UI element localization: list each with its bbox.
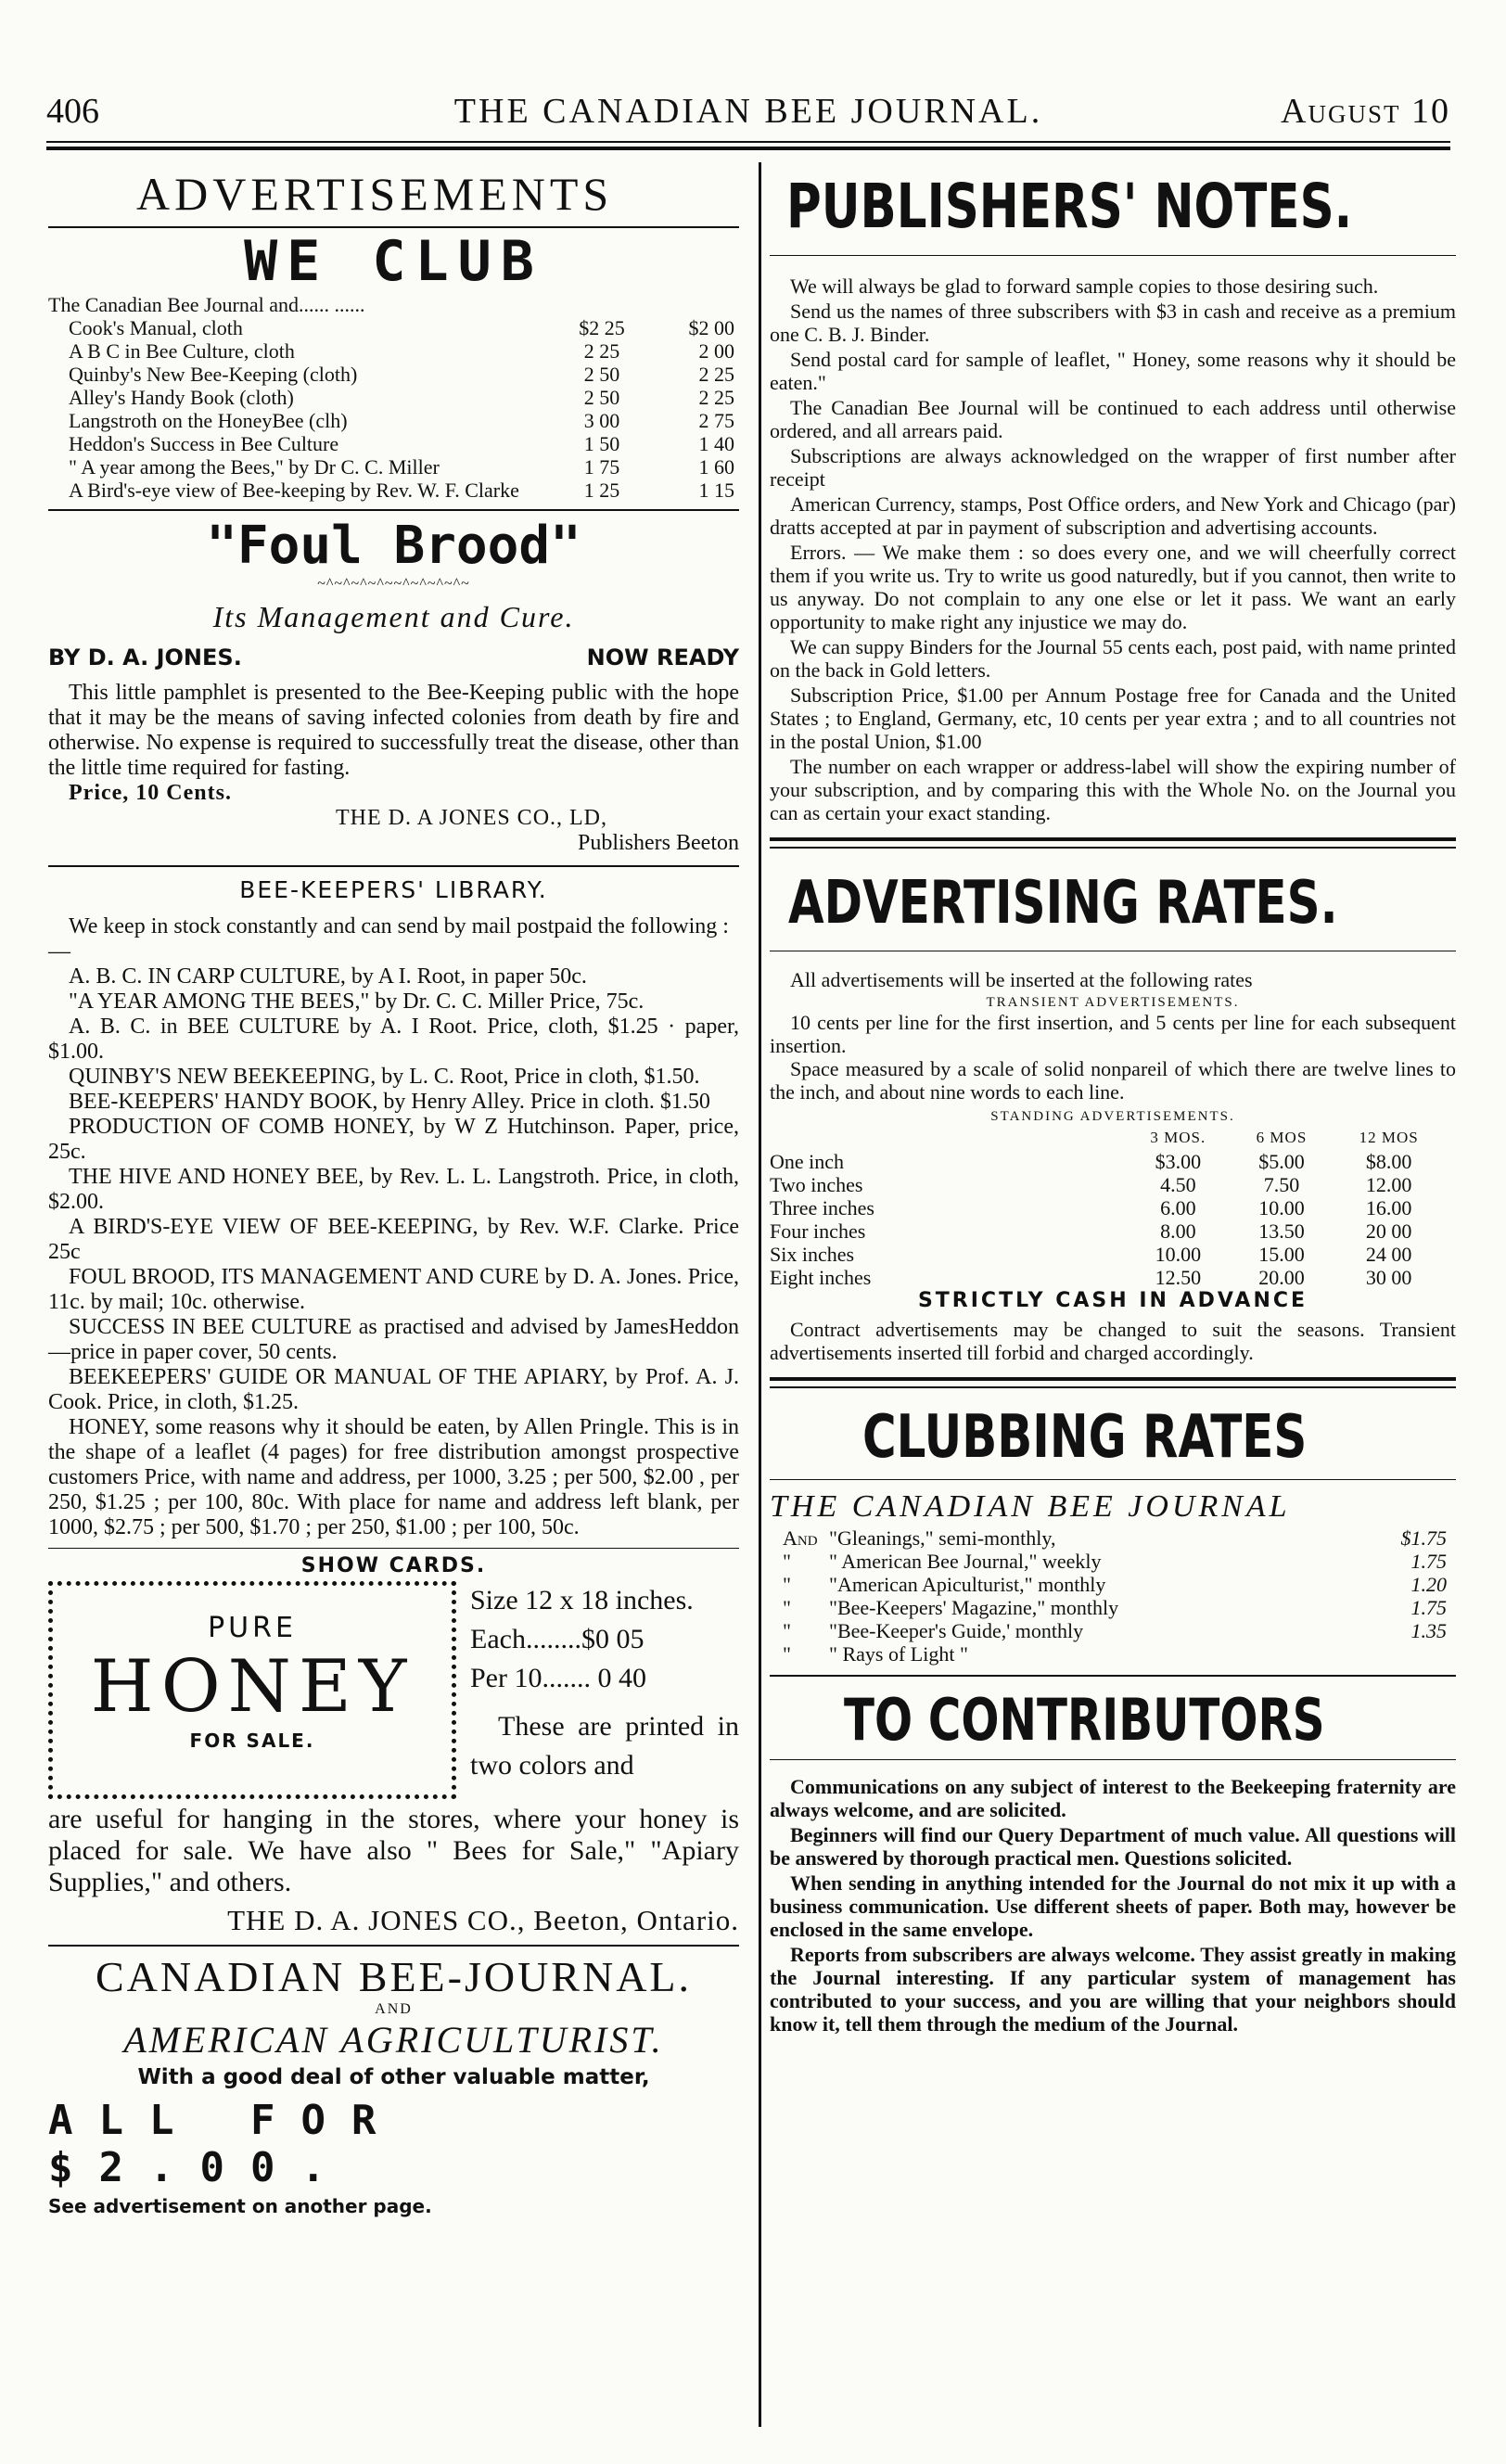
rates-col-header: 6 MOS [1256, 1129, 1308, 1146]
cbj-with: With a good deal of other valuable matter, [137, 2065, 650, 2089]
library-item: THE HIVE AND HONEY BEE, by Rev. L. L. Langstroth. Price, in cloth, $2.00. [48, 1165, 739, 1214]
card-printed: These are printed in two colors and [470, 1711, 739, 1781]
foul-brood-byline [48, 645, 739, 673]
rates-row [770, 1266, 1447, 1289]
club-item: Langstroth on the HoneyBee (clh) [69, 409, 348, 432]
publishers-notes-list [770, 274, 1456, 824]
rates-price: 10.00 [1155, 1243, 1202, 1266]
page-header [46, 91, 1450, 147]
foul-brood-price: Price, 10 Cents. [69, 781, 232, 805]
rates-price: 6.00 [1160, 1196, 1196, 1219]
clubbing-price: 1.75 [1410, 1596, 1447, 1619]
club-price-club: 1 60 [698, 455, 734, 479]
club-price-single: 1 50 [583, 432, 620, 455]
club-row [48, 316, 734, 339]
clubbing-publication: " American Bee Journal," weekly [829, 1550, 1102, 1573]
rates-price: 13.50 [1258, 1219, 1305, 1243]
rates-row [770, 1243, 1447, 1266]
club-price-club: $2 00 [688, 316, 734, 339]
club-price-single: $2 25 [579, 316, 625, 339]
clubbing-prefix: And [783, 1526, 818, 1550]
publisher-note: The number on each wrapper or address-label will show the expiring number of your subscription, and by comparing this with the Whole No. on the Journal you can as certain your exact standing. [770, 755, 1456, 824]
clubbing-row [770, 1619, 1447, 1642]
club-row [48, 479, 734, 502]
rates-price: 8.00 [1160, 1219, 1196, 1243]
clubbing-price: $1.75 [1400, 1526, 1447, 1550]
header-rule-thick [46, 147, 1450, 150]
club-item: Cook's Manual, cloth [69, 316, 243, 339]
publisher-note: Errors. — We make them : so does every one, and we will cheerfully correct them if you write us. Try to write us good naturedly, but if you cannot, then write to us anyway. Do not complain to any one else or let it pass. We want an early opportunity to make right any injustice we may do. [770, 541, 1456, 633]
show-cards-heading: SHOW CARDS. [300, 1554, 487, 1577]
rates-price: 16.00 [1365, 1196, 1412, 1219]
clubbing-subtitle: THE CANADIAN BEE JOURNAL [770, 1489, 1291, 1524]
contributors-list [770, 1775, 1456, 2036]
contributor-note: Communications on any subject of interest to the Beekeeping fraternity are always welcome, and are solicited. [770, 1775, 1456, 1821]
rates-price: 20.00 [1258, 1266, 1305, 1289]
divider [48, 1548, 739, 1549]
publisher-note: We will always be glad to forward sample copies to those desiring such. [790, 274, 1379, 298]
club-price-single: 2 50 [583, 386, 620, 409]
club-row [48, 363, 734, 386]
rates-size: Three inches [770, 1196, 874, 1219]
card-each: Each........$0 05 [470, 1624, 645, 1654]
club-row [48, 386, 734, 409]
rates-price: 15.00 [1258, 1243, 1305, 1266]
clubbing-publication: "Bee-Keeper's Guide,' monthly [829, 1619, 1084, 1642]
show-cards-block [48, 1581, 739, 1804]
divider [770, 1479, 1456, 1480]
rates-row [770, 1196, 1447, 1219]
contributor-note: When sending in anything intended for the Journal do not mix it up with a business communication. Use different sheets of paper. Both may, however be enclosed in the same envelope. [770, 1871, 1456, 1941]
rates-size: Eight inches [770, 1266, 872, 1289]
library-list [48, 964, 739, 1540]
divider [770, 1675, 1456, 1677]
library-item: HONEY, some reasons why it should be eaten, by Allen Pringle. This is in the shape of a leaflet (4 pages) for free distribution amongst prospective customers Price, with name and address, per 1000, 3.25 ; per 500, $2.00 , per 250, $1.25 ; per 100, 80c. With place for name and address left blank, per 1000, $2.75 ; per 500, $1.70 ; per 250, $1.00 ; per 100, 50c. [48, 1415, 739, 1539]
club-row [48, 455, 734, 479]
publisher-note: American Currency, stamps, Post Office orders, and New York and Chicago (par) dratts accepted at par in payment of subscription and advertising accounts. [770, 492, 1456, 539]
journal-title: THE CANADIAN BEE JOURNAL. [453, 92, 1043, 131]
rates-size: One inch [770, 1150, 845, 1173]
left-column [48, 167, 739, 2217]
library-item: A. B. C. IN CARP CULTURE, by A I. Root, in paper 50c. [69, 964, 587, 989]
clubbing-prefix: " [783, 1550, 791, 1573]
library-item: FOUL BROOD, ITS MANAGEMENT AND CURE by D. A. Jones. Price, 11c. by mail; 10c. otherwise. [48, 1265, 739, 1314]
divider [770, 1377, 1456, 1381]
rates-p2: Space measured by a scale of solid nonpareil of which there are twelve lines to the inch, and about nine words to each line. [770, 1057, 1456, 1104]
club-price-club: 2 25 [698, 363, 734, 386]
clubbing-table [770, 1526, 1447, 1666]
clubbing-prefix: " [783, 1619, 791, 1642]
club-price-single: 2 50 [583, 363, 620, 386]
rates-col-header: 12 MOS [1359, 1129, 1419, 1146]
club-item: Alley's Handy Book (cloth) [69, 386, 294, 409]
publisher-note: Send us the names of three subscribers with $3 in cash and receive as a premium one C. B. J. Binder. [770, 300, 1456, 346]
club-price-club: 2 00 [698, 339, 734, 363]
club-item: A B C in Bee Culture, cloth [69, 339, 295, 363]
rates-size: Six inches [770, 1243, 855, 1266]
clubbing-publication: "American Apiculturist," monthly [829, 1573, 1106, 1596]
rates-price: 12.00 [1365, 1173, 1412, 1196]
page-number: 406 [46, 92, 99, 131]
show-cards-text: are useful for hanging in the stores, where your honey is placed for sale. We have also " Bees for Sale," "Apiary Supplies," and others. [48, 1804, 739, 1897]
club-price-club: 1 15 [698, 479, 734, 502]
rates-size: Four inches [770, 1219, 866, 1243]
clubbing-price [1367, 1642, 1447, 1666]
rates-price: 12.50 [1155, 1266, 1202, 1289]
divider [48, 226, 739, 228]
foul-brood-publisher: THE D. A JONES CO., LD, [336, 806, 608, 830]
divider [770, 255, 1456, 256]
foul-brood-heading: "Foul Brood" [206, 516, 581, 576]
club-row [48, 339, 734, 363]
strictly-cash: STRICTLY CASH IN ADVANCE [917, 1289, 1308, 1312]
publishers-notes-heading: PUBLISHERS' NOTES. [786, 171, 1353, 242]
cbj-all-for: ALL FOR $2.00. [48, 2097, 402, 2191]
library-item: PRODUCTION OF COMB HONEY, by W Z Hutchinson. Paper, price, 25c. [48, 1115, 739, 1164]
library-item: "A YEAR AMONG THE BEES," by Dr. C. C. Miller Price, 75c. [69, 989, 645, 1014]
rates-col-header: 3 MOS. [1150, 1129, 1206, 1146]
club-item: A Bird's-eye view of Bee-keeping by Rev. W. F. Clarke [69, 479, 519, 502]
rates-row [770, 1219, 1447, 1243]
publisher-note: The Canadian Bee Journal will be continued to each address until otherwise ordered, and all arrears paid. [770, 396, 1456, 442]
library-heading: BEE-KEEPERS' LIBRARY. [239, 876, 548, 903]
club-price-single: 1 25 [583, 479, 620, 502]
rates-price: 24 00 [1365, 1243, 1412, 1266]
club-item: " A year among the Bees," by Dr C. C. Miller [69, 455, 440, 479]
clubbing-price: 1.35 [1410, 1619, 1447, 1642]
publisher-note: Subscriptions are always acknowledged on the wrapper of first number after receipt [770, 444, 1456, 491]
contributor-note: Beginners will find our Query Department of much value. All questions will be answered by thorough practical men. Questions solicited. [770, 1823, 1456, 1870]
clubbing-publication: "Gleanings," semi-monthly, [829, 1526, 1056, 1550]
library-item: QUINBY'S NEW BEEKEEPING, by L. C. Root, Price in cloth, $1.50. [69, 1065, 700, 1089]
foul-brood-text: This little pamphlet is presented to the Bee-Keeping public with the hope that it may be the means of saving infected colonies from death by fire and otherwise. No expense is required to successfully treat the disease, other than the little time required for fasting. [48, 681, 739, 780]
club-heading: WE CLUB [244, 229, 543, 294]
divider [770, 1386, 1456, 1388]
divider [48, 1945, 739, 1947]
cbj-and: AND [375, 2001, 413, 2017]
library-item: BEEKEEPERS' GUIDE OR MANUAL OF THE APIARY, by Prof. A. J. Cook. Price, in cloth, $1.25. [48, 1365, 739, 1414]
club-item: Heddon's Success in Bee Culture [69, 432, 339, 455]
ornament: ~^~^~^~^~~^~^~^~^~ [317, 576, 470, 592]
rates-intro: All advertisements will be inserted at the following rates [790, 968, 1253, 991]
cbj-agriculturist: AMERICAN AGRICULTURIST. [123, 2019, 664, 2061]
club-price-club: 2 75 [698, 409, 734, 432]
card-pure: PURE [208, 1612, 297, 1644]
rates-price: 20 00 [1365, 1219, 1412, 1243]
divider [48, 509, 739, 511]
header-rule [46, 141, 1450, 143]
clubbing-row [770, 1596, 1447, 1619]
now-ready: NOW READY [586, 645, 739, 670]
rates-price: $3.00 [1155, 1150, 1202, 1173]
club-table [48, 316, 734, 502]
library-item: BEE-KEEPERS' HANDY BOOK, by Henry Alley. Price in cloth. $1.50 [69, 1090, 710, 1114]
publisher-note: Send postal card for sample of leaflet, " Honey, some reasons why it should be eaten." [770, 348, 1456, 394]
clubbing-prefix: " [783, 1573, 791, 1596]
divider [48, 865, 739, 867]
club-row [48, 409, 734, 432]
advertisements-heading: ADVERTISEMENTS [136, 168, 614, 220]
rates-p1: 10 cents per line for the first insertion, and 5 cents per line for each subsequent insertion. [770, 1011, 1456, 1057]
rates-contract: Contract advertisements may be changed to suit the seasons. Transient advertisements inserted till forbid and charged accordingly. [770, 1318, 1456, 1364]
advertising-rates-heading: ADVERTISING RATES. [788, 869, 1338, 938]
rates-price: $5.00 [1258, 1150, 1305, 1173]
library-item: A BIRD'S-EYE VIEW OF BEE-KEEPING, by Rev. W.F. Clarke. Price 25c [48, 1215, 739, 1264]
library-item: A. B. C. in BEE CULTURE by A. I Root. Price, cloth, $1.25 · paper, $1.00. [48, 1015, 739, 1064]
foul-brood-publisher-place: Publishers Beeton [578, 831, 739, 855]
column-divider [759, 162, 761, 2427]
clubbing-row [770, 1526, 1447, 1550]
clubbing-prefix: " [783, 1642, 791, 1666]
issue-date: August 10 [1281, 92, 1450, 131]
club-price-single: 2 25 [583, 339, 620, 363]
club-price-single: 3 00 [583, 409, 620, 432]
rates-row [770, 1150, 1447, 1173]
clubbing-price: 1.20 [1410, 1573, 1447, 1596]
card-size: Size 12 x 18 inches. [470, 1585, 694, 1615]
clubbing-row [770, 1642, 1447, 1666]
club-price-club: 2 25 [698, 386, 734, 409]
rates-col-blank [770, 1125, 1124, 1150]
publisher-note: We can suppy Binders for the Journal 55 cents each, post paid, with name printed on the back in Gold letters. [770, 635, 1456, 682]
rates-price: 10.00 [1258, 1196, 1305, 1219]
clubbing-rates-heading: CLUBBING RATES [862, 1403, 1308, 1472]
publisher-note: Subscription Price, $1.00 per Annum Postage free for Canada and the United States ; to England, Germany, etc, 10 cents per year extra ; and to all countries not in the postal Union, $1.00 [770, 683, 1456, 753]
cbj-heading: CANADIAN BEE-JOURNAL. [95, 1953, 693, 2000]
foul-brood-subtitle: Its Management and Cure. [212, 600, 575, 633]
right-column [770, 167, 1456, 2037]
card-per-ten: Per 10....... 0 40 [470, 1663, 646, 1693]
rates-price: 4.50 [1160, 1173, 1196, 1196]
standing-heading: STANDING ADVERTISEMENTS. [990, 1109, 1235, 1124]
clubbing-row [770, 1550, 1447, 1573]
rates-price: $8.00 [1365, 1150, 1412, 1173]
contributor-note: Reports from subscribers are always welcome. They assist greatly in making the Journal interesting. If any particular system of management has contributed to your success, and you are willing that your neighbors should know it, tell them through the medium of the Journal. [770, 1943, 1456, 2036]
card-honey: HONEY [90, 1645, 415, 1729]
clubbing-publication: " Rays of Light " [829, 1642, 968, 1666]
divider [770, 1759, 1456, 1760]
clubbing-price: 1.75 [1410, 1550, 1447, 1573]
divider [770, 837, 1456, 841]
rates-price: 30 00 [1365, 1266, 1412, 1289]
divider [770, 847, 1456, 849]
card-for-sale: FOR SALE. [189, 1730, 315, 1752]
club-item: Quinby's New Bee-Keeping (cloth) [69, 363, 358, 386]
clubbing-publication: "Bee-Keepers' Magazine," monthly [829, 1596, 1119, 1619]
transient-heading: TRANSIENT ADVERTISEMENTS. [986, 995, 1240, 1010]
cbj-see: See advertisement on another page. [48, 2195, 432, 2217]
clubbing-row [770, 1573, 1447, 1596]
library-intro: We keep in stock constantly and can send by mail postpaid the following :— [48, 914, 729, 964]
club-intro: The Canadian Bee Journal and...... ...... [48, 293, 365, 316]
show-cards-prices [470, 1581, 739, 1785]
clubbing-prefix: " [783, 1596, 791, 1619]
rates-price: 7.50 [1263, 1173, 1300, 1196]
honey-card [48, 1581, 456, 1799]
club-row [48, 432, 734, 455]
rates-row [770, 1173, 1447, 1196]
rates-table [770, 1125, 1447, 1289]
show-cards-publisher: THE D. A. JONES CO., Beeton, Ontario. [227, 1904, 739, 1936]
library-item: SUCCESS IN BEE CULTURE as practised and advised by JamesHeddon—price in paper cover, 50 cents. [48, 1315, 739, 1364]
club-price-single: 1 75 [583, 455, 620, 479]
rates-size: Two inches [770, 1173, 863, 1196]
author: BY D. A. JONES. [48, 645, 242, 670]
club-price-club: 1 40 [698, 432, 734, 455]
contributors-heading: TO CONTRIBUTORS [844, 1686, 1325, 1754]
